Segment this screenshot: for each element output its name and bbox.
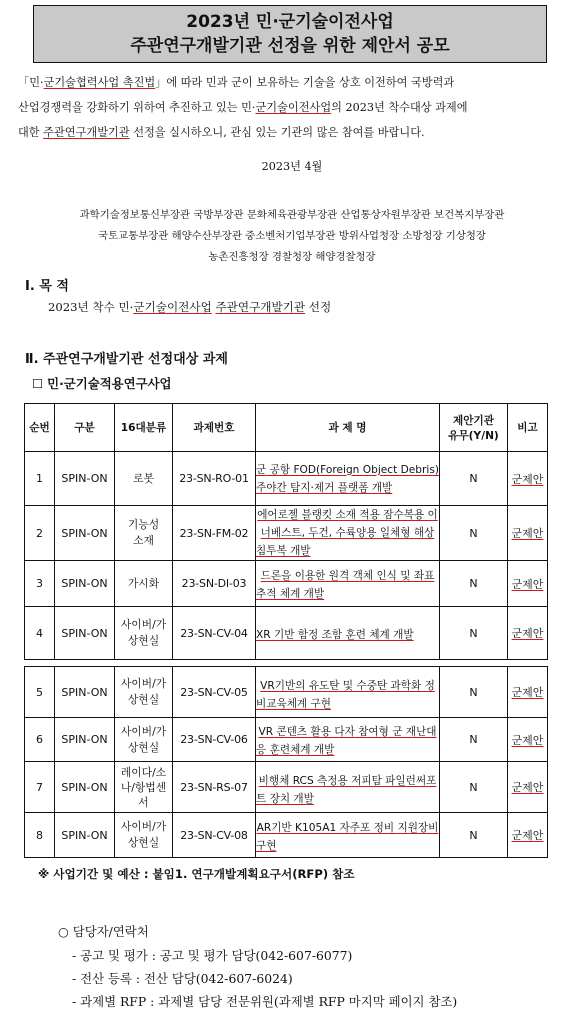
agency-line: 국토교통부장관 해양수산부장관 중소벤처기업부장관 방위사업청장 소방청장 기상청장 — [98, 230, 486, 242]
row-no: 5 — [25, 667, 55, 718]
row-title — [256, 506, 440, 561]
intro-text: 산업경쟁력을 강화하기 위하여 추진하고 있는 민· — [18, 101, 256, 114]
task-table-part-1 — [24, 403, 548, 660]
row-no: 3 — [25, 561, 55, 607]
title-line-1: 2023년 민·군기술이전사업 — [186, 12, 394, 32]
table-row — [25, 561, 548, 607]
table-row — [25, 506, 548, 561]
row-title-text: XR 기반 함정 조함 훈련 체계 개발 — [256, 629, 414, 641]
row-title — [256, 762, 440, 813]
row-category — [115, 561, 173, 607]
contact-list — [72, 944, 457, 1013]
row-code: 23-SN-CV-04 — [173, 607, 256, 660]
row-type: SPIN-ON — [55, 506, 115, 561]
contact-item: - 전산 등록 : 전산 담당(042-607-6024) — [72, 971, 293, 986]
header-note: 비고 — [508, 404, 548, 452]
row-type: SPIN-ON — [55, 718, 115, 762]
row-title — [256, 813, 440, 858]
program-name: 군기술이전사업 — [133, 300, 212, 314]
row-category — [115, 762, 173, 813]
row-no: 8 — [25, 813, 55, 858]
row-proposal: N — [440, 607, 508, 660]
row-proposal: N — [440, 452, 508, 506]
table-header-row — [25, 404, 548, 452]
table-row — [25, 607, 548, 660]
header-proposal-line: 제안기관 — [453, 414, 494, 427]
row-title-text: 군 공항 FOD(Foreign Object Debris) 주야간 탐지·제거 플랫폼 개발 — [256, 463, 439, 494]
announcement-date: 2023년 4월 — [261, 160, 323, 173]
row-note — [508, 718, 548, 762]
table-row — [25, 718, 548, 762]
agency-line: 과학기술정보통신부장관 국방부장관 문화체육관광부장관 산업통상자원부장관 보건복지부장관 — [79, 209, 505, 221]
row-no: 2 — [25, 506, 55, 561]
section-1-heading: Ⅰ. 목 적 — [25, 279, 69, 294]
row-note-text: 군제안 — [511, 472, 544, 486]
row-note-text: 군제안 — [511, 686, 544, 699]
header-proposal-line: 유무(Y/N) — [448, 429, 499, 442]
header-code: 과제번호 — [173, 404, 256, 452]
category-line: 사이버/가 — [120, 820, 167, 833]
row-category — [115, 667, 173, 718]
row-title — [256, 718, 440, 762]
subsection-label: 민·군기술적용연구사업 — [47, 376, 172, 391]
row-no: 4 — [25, 607, 55, 660]
law-name: 군기술협력사업 촉진법 — [43, 76, 156, 89]
row-title — [256, 561, 440, 607]
section-1-text: 선정 — [305, 300, 332, 314]
intro-text: 선정을 실시하오니, 관심 있는 기관의 많은 참여를 바랍니다. — [129, 126, 425, 139]
category-line: 상현실 — [127, 634, 160, 647]
category-line: 소재 — [133, 534, 154, 547]
table-row — [25, 452, 548, 506]
agency-list — [0, 205, 584, 268]
category-line: 사이버/가 — [120, 677, 167, 690]
intro-line-2 — [18, 95, 570, 120]
row-note-text: 군제안 — [511, 577, 544, 591]
row-type: SPIN-ON — [55, 607, 115, 660]
intro-text: 의 2023년 착수대상 과제에 — [331, 101, 468, 114]
row-title-text: VR 콘텐츠 활용 다자 참여형 군 재난대응 훈련체계 개발 — [256, 726, 437, 756]
category-line: 상현실 — [127, 740, 160, 754]
row-note-text: 군제안 — [511, 733, 544, 747]
row-note — [508, 561, 548, 607]
subsection-heading — [32, 374, 172, 392]
budget-note: ※ 사업기간 및 예산 : 붙임1. 연구개발계획요구서(RFP) 참조 — [38, 867, 355, 881]
category-line: 서 — [138, 795, 149, 809]
row-proposal: N — [440, 667, 508, 718]
row-category — [115, 718, 173, 762]
row-code: 23-SN-RS-07 — [173, 762, 256, 813]
row-type: SPIN-ON — [55, 667, 115, 718]
contact-item: - 과제별 RFP : 과제별 담당 전문위원(과제별 RFP 마지막 페이지 참조) — [72, 994, 458, 1009]
row-title — [256, 607, 440, 660]
category-line: 가시화 — [127, 576, 160, 590]
row-code: 23-SN-DI-03 — [173, 561, 256, 607]
category-line: 레이다/소 — [120, 765, 167, 779]
contact-heading: ○ 담당자/연락처 — [58, 924, 149, 939]
row-title — [256, 667, 440, 718]
section-1-body — [48, 299, 331, 315]
title-line-2: 주관연구개발기관 선정을 위한 제안서 공모 — [130, 36, 450, 56]
contact-item: - 공고 및 평가 : 공고 및 평가 담당(042-607-6077) — [72, 948, 353, 963]
section-1-text: 2023년 착수 민· — [48, 300, 134, 314]
organization-term: 주관연구개발기관 — [215, 300, 306, 314]
row-type: SPIN-ON — [55, 561, 115, 607]
row-note — [508, 667, 548, 718]
category-line: 상현실 — [127, 693, 160, 706]
row-category — [115, 452, 173, 506]
row-no: 6 — [25, 718, 55, 762]
row-title-text: VR기반의 유도탄 및 수중탄 과학화 정비교육체계 구현 — [256, 680, 435, 710]
table-row — [25, 813, 548, 858]
row-category — [115, 813, 173, 858]
intro-line-3 — [18, 120, 570, 145]
row-code: 23-SN-FM-02 — [173, 506, 256, 561]
row-title-text: 드론을 이용한 원격 객체 인식 및 좌표 추적 체계 개발 — [256, 569, 435, 600]
row-proposal: N — [440, 561, 508, 607]
category-line: 기능성 — [127, 518, 160, 531]
header-proposal — [440, 404, 508, 452]
row-note — [508, 813, 548, 858]
row-note — [508, 452, 548, 506]
checkbox-square-icon: ☐ — [32, 376, 44, 391]
row-note — [508, 762, 548, 813]
agency-line: 농촌진흥청장 경찰청장 해양경찰청장 — [208, 251, 376, 263]
category-line: 사이버/가 — [120, 724, 167, 738]
row-proposal: N — [440, 762, 508, 813]
title-box — [33, 5, 547, 63]
category-line: 상현실 — [127, 836, 160, 849]
row-note — [508, 506, 548, 561]
table-row — [25, 762, 548, 813]
row-note-text: 군제안 — [511, 781, 544, 794]
intro-text: 」에 따라 민과 군이 보유하는 기술을 상호 이전하여 국방력과 — [155, 76, 455, 89]
row-category — [115, 506, 173, 561]
row-code: 23-SN-RO-01 — [173, 452, 256, 506]
header-no: 순번 — [25, 404, 55, 452]
header-type: 구분 — [55, 404, 115, 452]
row-type: SPIN-ON — [55, 813, 115, 858]
section-2-heading: Ⅱ. 주관연구개발기관 선정대상 과제 — [25, 352, 228, 367]
row-title-text: 에어로젤 블랭킷 소재 적용 잠수복용 이너베스트, 두건, 수륙양용 일체형 해상 침투복 개발 — [256, 509, 438, 557]
row-type: SPIN-ON — [55, 762, 115, 813]
row-note-text: 군제안 — [511, 829, 544, 842]
row-code: 23-SN-CV-06 — [173, 718, 256, 762]
intro-paragraph — [18, 70, 570, 145]
row-no: 7 — [25, 762, 55, 813]
row-proposal: N — [440, 506, 508, 561]
header-category: 16대분류 — [115, 404, 173, 452]
row-title-text: AR기반 K105A1 자주포 정비 지원장비 구현 — [256, 821, 439, 852]
header-title: 과 제 명 — [256, 404, 440, 452]
category-line: 사이버/가 — [120, 618, 167, 631]
row-category — [115, 607, 173, 660]
row-type: SPIN-ON — [55, 452, 115, 506]
row-title-text: 비행체 RCS 측정용 저피탐 파일런써포트 장치 개발 — [256, 775, 437, 805]
row-code: 23-SN-CV-08 — [173, 813, 256, 858]
intro-text: 「민· — [18, 76, 44, 89]
table-row — [25, 667, 548, 718]
intro-line-1 — [18, 70, 570, 95]
row-note — [508, 607, 548, 660]
row-proposal: N — [440, 813, 508, 858]
category-line: 나/항법센 — [120, 780, 167, 794]
row-note-text: 군제안 — [511, 527, 544, 540]
row-no: 1 — [25, 452, 55, 506]
row-title — [256, 452, 440, 506]
task-table-part-2 — [24, 666, 548, 858]
row-note-text: 군제안 — [511, 627, 544, 640]
row-code: 23-SN-CV-05 — [173, 667, 256, 718]
intro-text: 대한 — [18, 126, 44, 139]
organization-term: 주관연구개발기관 — [43, 126, 130, 139]
category-line: 로봇 — [133, 471, 154, 485]
row-proposal: N — [440, 718, 508, 762]
program-name: 군기술이전사업 — [255, 101, 332, 114]
